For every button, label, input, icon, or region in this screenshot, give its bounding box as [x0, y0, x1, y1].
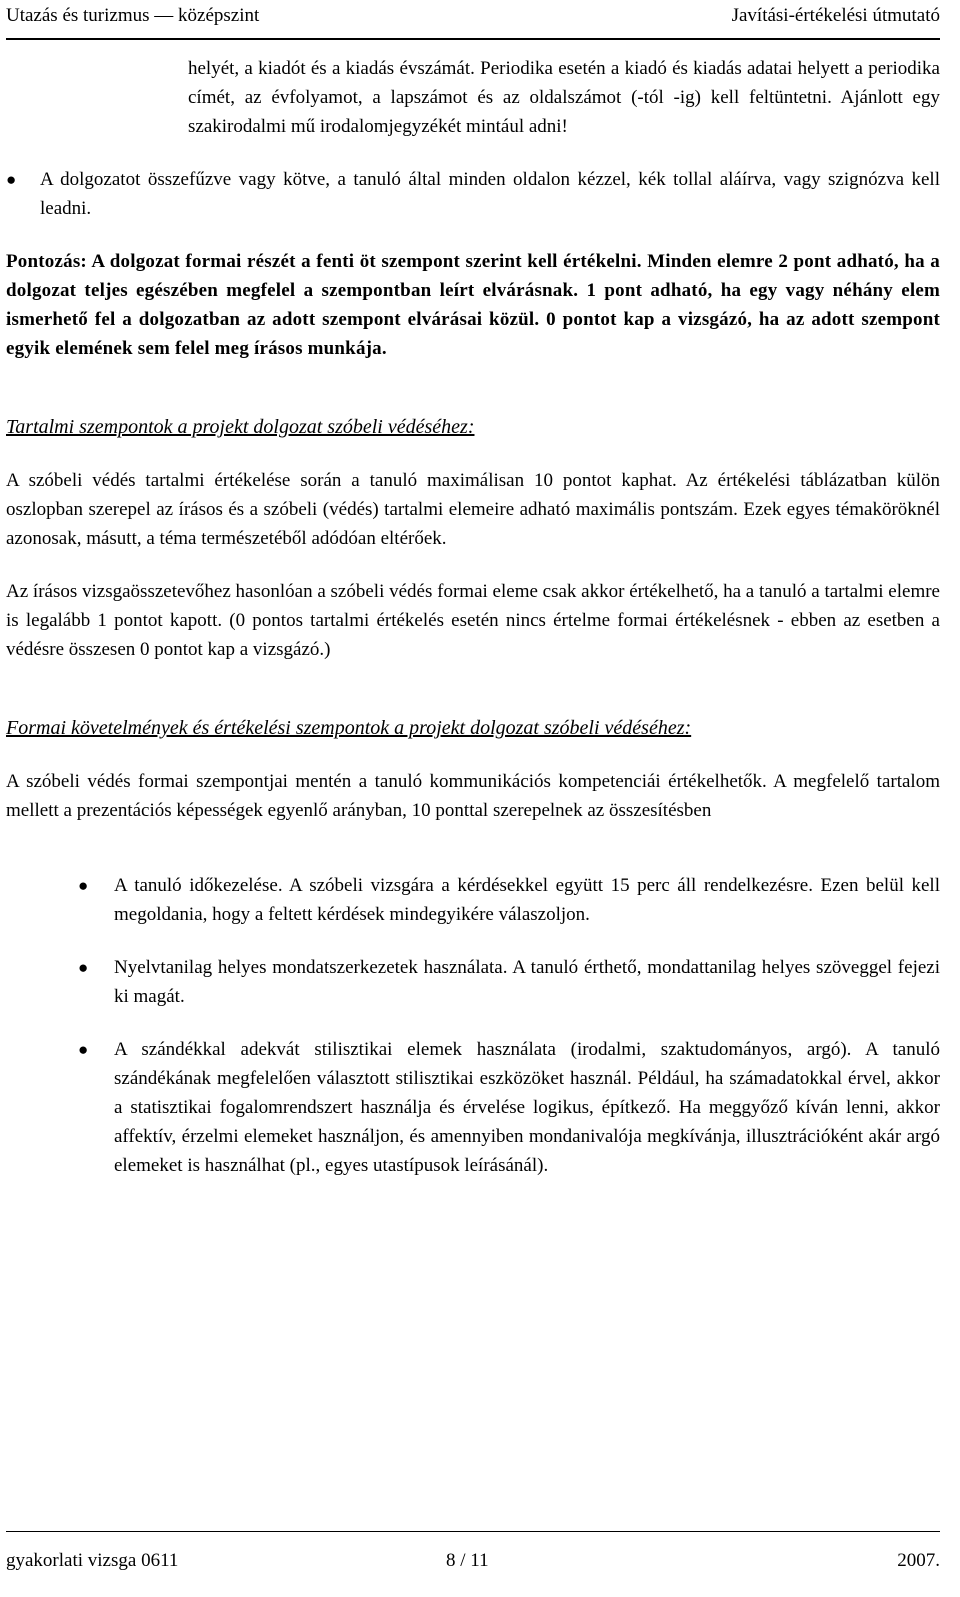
list-item: [6, 953, 940, 1011]
bullet-icon: ●: [78, 958, 89, 977]
section1-heading: Tartalmi szempontok a projekt dolgozat szóbeli védéséhez:: [6, 416, 475, 438]
footer-page-number: 8 / 11: [446, 1550, 489, 1571]
scoring-paragraph: Pontozás: A dolgozat formai részét a fenti öt szempont szerint kell értékelni. Minden elemre 2 pont adható, ha a dolgozat teljes egészében megfelel a szempontban leírt elvárásnak. 1 pont adható, ha egy vagy néhány elem ismerhető fel a dolgozatban az adott szempont elvárásai közül. 0 pontot kap a vizsgázó, ha az adott szempont egyik elemének sem felel meg írásos munkája.: [6, 251, 940, 359]
bullet-signature-text: A dolgozatot összefűzve vagy kötve, a tanuló által minden oldalon kézzel, kék tollal aláírva, vagy szignózva kell leadni.: [40, 169, 940, 219]
header-title: Utazás és turizmus — középszint: [6, 5, 260, 26]
bullet-icon: ●: [78, 1040, 89, 1059]
list-item-text: Nyelvtanilag helyes mondatszerkezetek használata. A tanuló érthető, mondattanilag helyes szöveggel fejezi ki magát.: [114, 957, 940, 1007]
bullet-signature-item: [6, 165, 940, 223]
continued-paragraph: helyét, a kiadót és a kiadás évszámát. Periodika esetén a kiadó és kiadás adatai helyett a periodika címét, az évfolyamot, a lapszámot és az oldalszámot (-tól -ig) kell feltüntetni. Ajánlott egy szakirodalmi mű irodalomjegyzékét mintául adni!: [188, 58, 940, 137]
page-header: [6, 0, 940, 40]
list-item-text: A tanuló időkezelése. A szóbeli vizsgára a kérdésekkel együtt 15 perc áll rendelkezésre. Ezen belül kell megoldania, hogy a feltett kérdések mindegyikére válaszoljon.: [114, 875, 940, 925]
page-footer: [6, 1531, 940, 1571]
list-item-text: A szándékkal adekvát stilisztikai elemek használata (irodalmi, szaktudományos, argó). A tanuló szándékának megfelelően választott stilisztikai eszközöket használ. Például, ha számadatokkal érvel, akkor a statisztikai fogalomrendszert használja és érvelése logikus, építkező. Ha meggyőző kíván lenni, akkor affektív, érzelmi elemeket használjon, és amennyiben mondanivalója megkívánja, illusztrációként akár argó elemeket is használhat (pl., egyes utastípusok leírásánál).: [114, 1039, 940, 1176]
list-item: [6, 871, 940, 929]
section1-paragraph-2: Az írásos vizsgaösszetevőhez hasonlóan a szóbeli védés formai eleme csak akkor értékelhető, ha a tanuló a tartalmi elemre is legalább 1 pontot kapott. (0 pontos tartalmi értékelés esetén nincs értelme formai értékelésnek - ebben az esetben a védésre összesen 0 pontot kap a vizsgázó.): [6, 581, 940, 660]
header-subtitle: Javítási-értékelési útmutató: [731, 5, 940, 26]
section1-paragraph-1: A szóbeli védés tartalmi értékelése során a tanuló maximálisan 10 pontot kaphat. Az értékelési táblázatban külön oszlopban szerepel az írásos és a szóbeli (védés) tartalmi elemeire adható maximális pontszám. Ezek egyes témaköröknél azonosak, másutt, a téma természetéből adódóan eltérőek.: [6, 470, 940, 549]
page-content: [6, 54, 940, 1180]
footer-year: 2007.: [897, 1550, 940, 1571]
section2-heading: Formai követelmények és értékelési szempontok a projekt dolgozat szóbeli védéséhez:: [6, 717, 692, 739]
section2-paragraph-1: A szóbeli védés formai szempontjai mentén a tanuló kommunikációs kompetenciái értékelhetők. A megfelelő tartalom mellett a prezentációs képességek egyenlő arányban, 10 ponttal szerepelnek az összesítésben: [6, 771, 940, 821]
bullet-icon: ●: [78, 876, 89, 895]
list-item: [6, 1035, 940, 1180]
bullet-icon: ●: [6, 170, 17, 189]
footer-exam-name: gyakorlati vizsga 0611: [6, 1550, 179, 1571]
